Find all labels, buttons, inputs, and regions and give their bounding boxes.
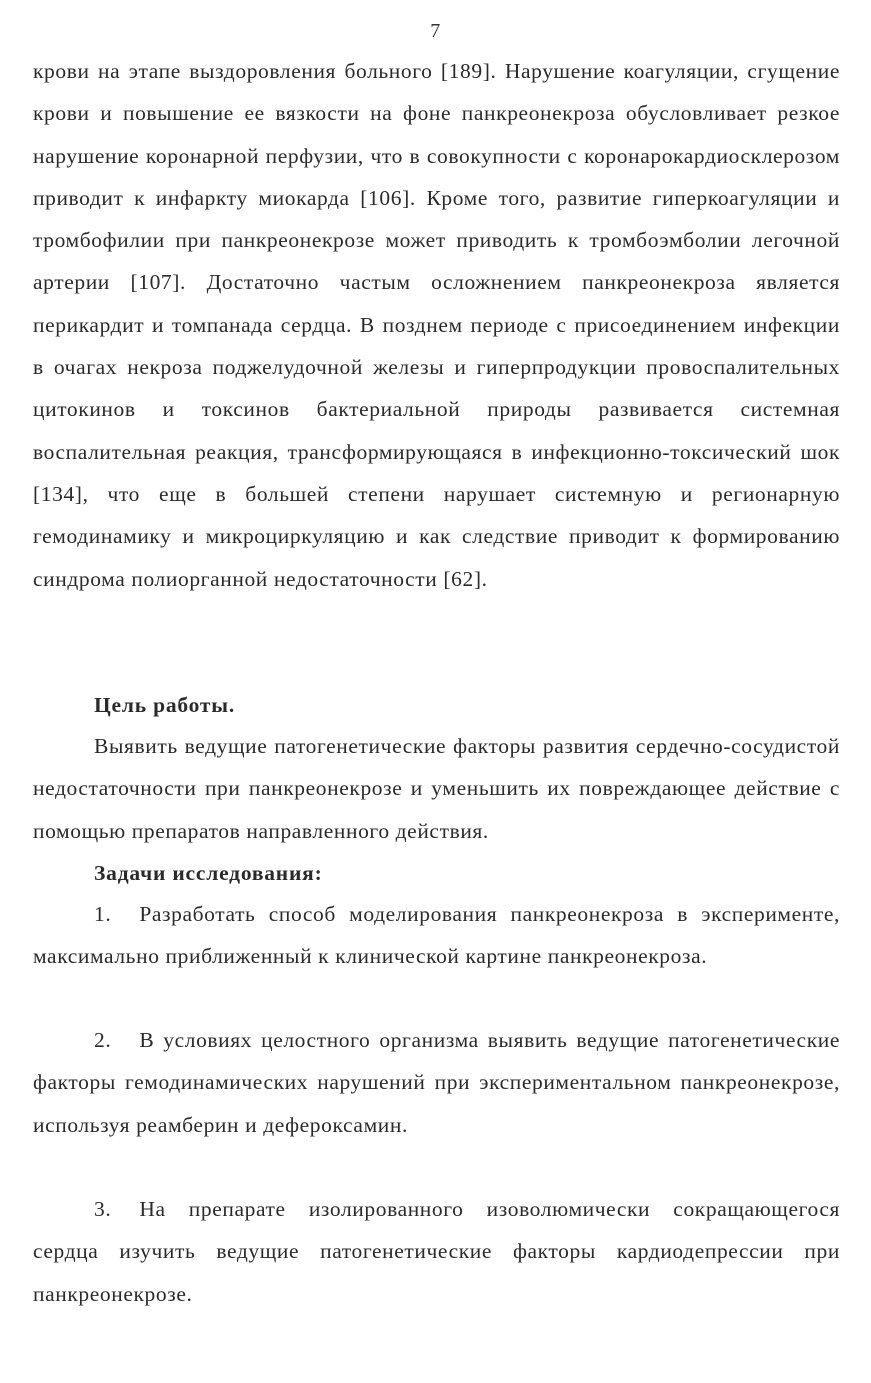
task-number: 2.	[94, 1028, 112, 1052]
goal-heading: Цель работы.	[94, 693, 236, 717]
task-item-2	[33, 1019, 840, 1146]
task-number: 3.	[94, 1197, 112, 1221]
task-number: 1.	[94, 902, 112, 926]
goal-paragraph: Выявить ведущие патогенетические факторы развития сердечно-сосудистой недостаточности при панкреонекрозе и уменьшить их повреждающее действие с помощью препаратов направленного действия.	[33, 734, 840, 843]
task-text: В условиях целостного организма выявить ведущие патогенетические факторы гемодинамических нарушений при экспериментальном панкреонекрозе, используя реамберин и дефероксамин.	[33, 1028, 840, 1137]
intro-paragraph: крови на этапе выздоровления больного [189]. Нарушение коагуляции, сгущение крови и повышение ее вязкости на фоне панкреонекроза обусловливает резкое нарушение коронарной перфузии, что в совокупности с коронарокардиосклерозом приводит к инфаркту миокарда [106]. Кроме того, развитие гиперкоагуляции и тромбофилии при панкреонекрозе может приводить к тромбоэмболии легочной артерии [107]. Достаточно частым осложнением панкреонекроза является перикардит и томпанада сердца. В позднем периоде с присоединением инфекции в очагах некроза поджелудочной железы и гиперпродукции провоспалительных цитокинов и токсинов бактериальной природы развивается системная воспалительная реакция, трансформирующаяся в инфекционно-токсический шок [134], что еще в большей степени нарушает системную и регионарную гемодинамику и микроциркуляцию и как следствие приводит к формированию синдрома полиорганной недостаточности [62].	[33, 59, 840, 591]
task-item-1	[33, 893, 840, 978]
page-number: 7	[430, 20, 441, 42]
task-text: На препарате изолированного изоволюмически сокращающегося сердца изучить ведущие патогенетические факторы кардиодепрессии при панкреонекрозе.	[33, 1197, 840, 1306]
tasks-heading: Задачи исследования:	[94, 861, 323, 885]
task-item-3	[33, 1188, 840, 1315]
task-text: Разработать способ моделирования панкреонекроза в эксперименте, максимально приближенный к клинической картине панкреонекроза.	[33, 902, 840, 969]
